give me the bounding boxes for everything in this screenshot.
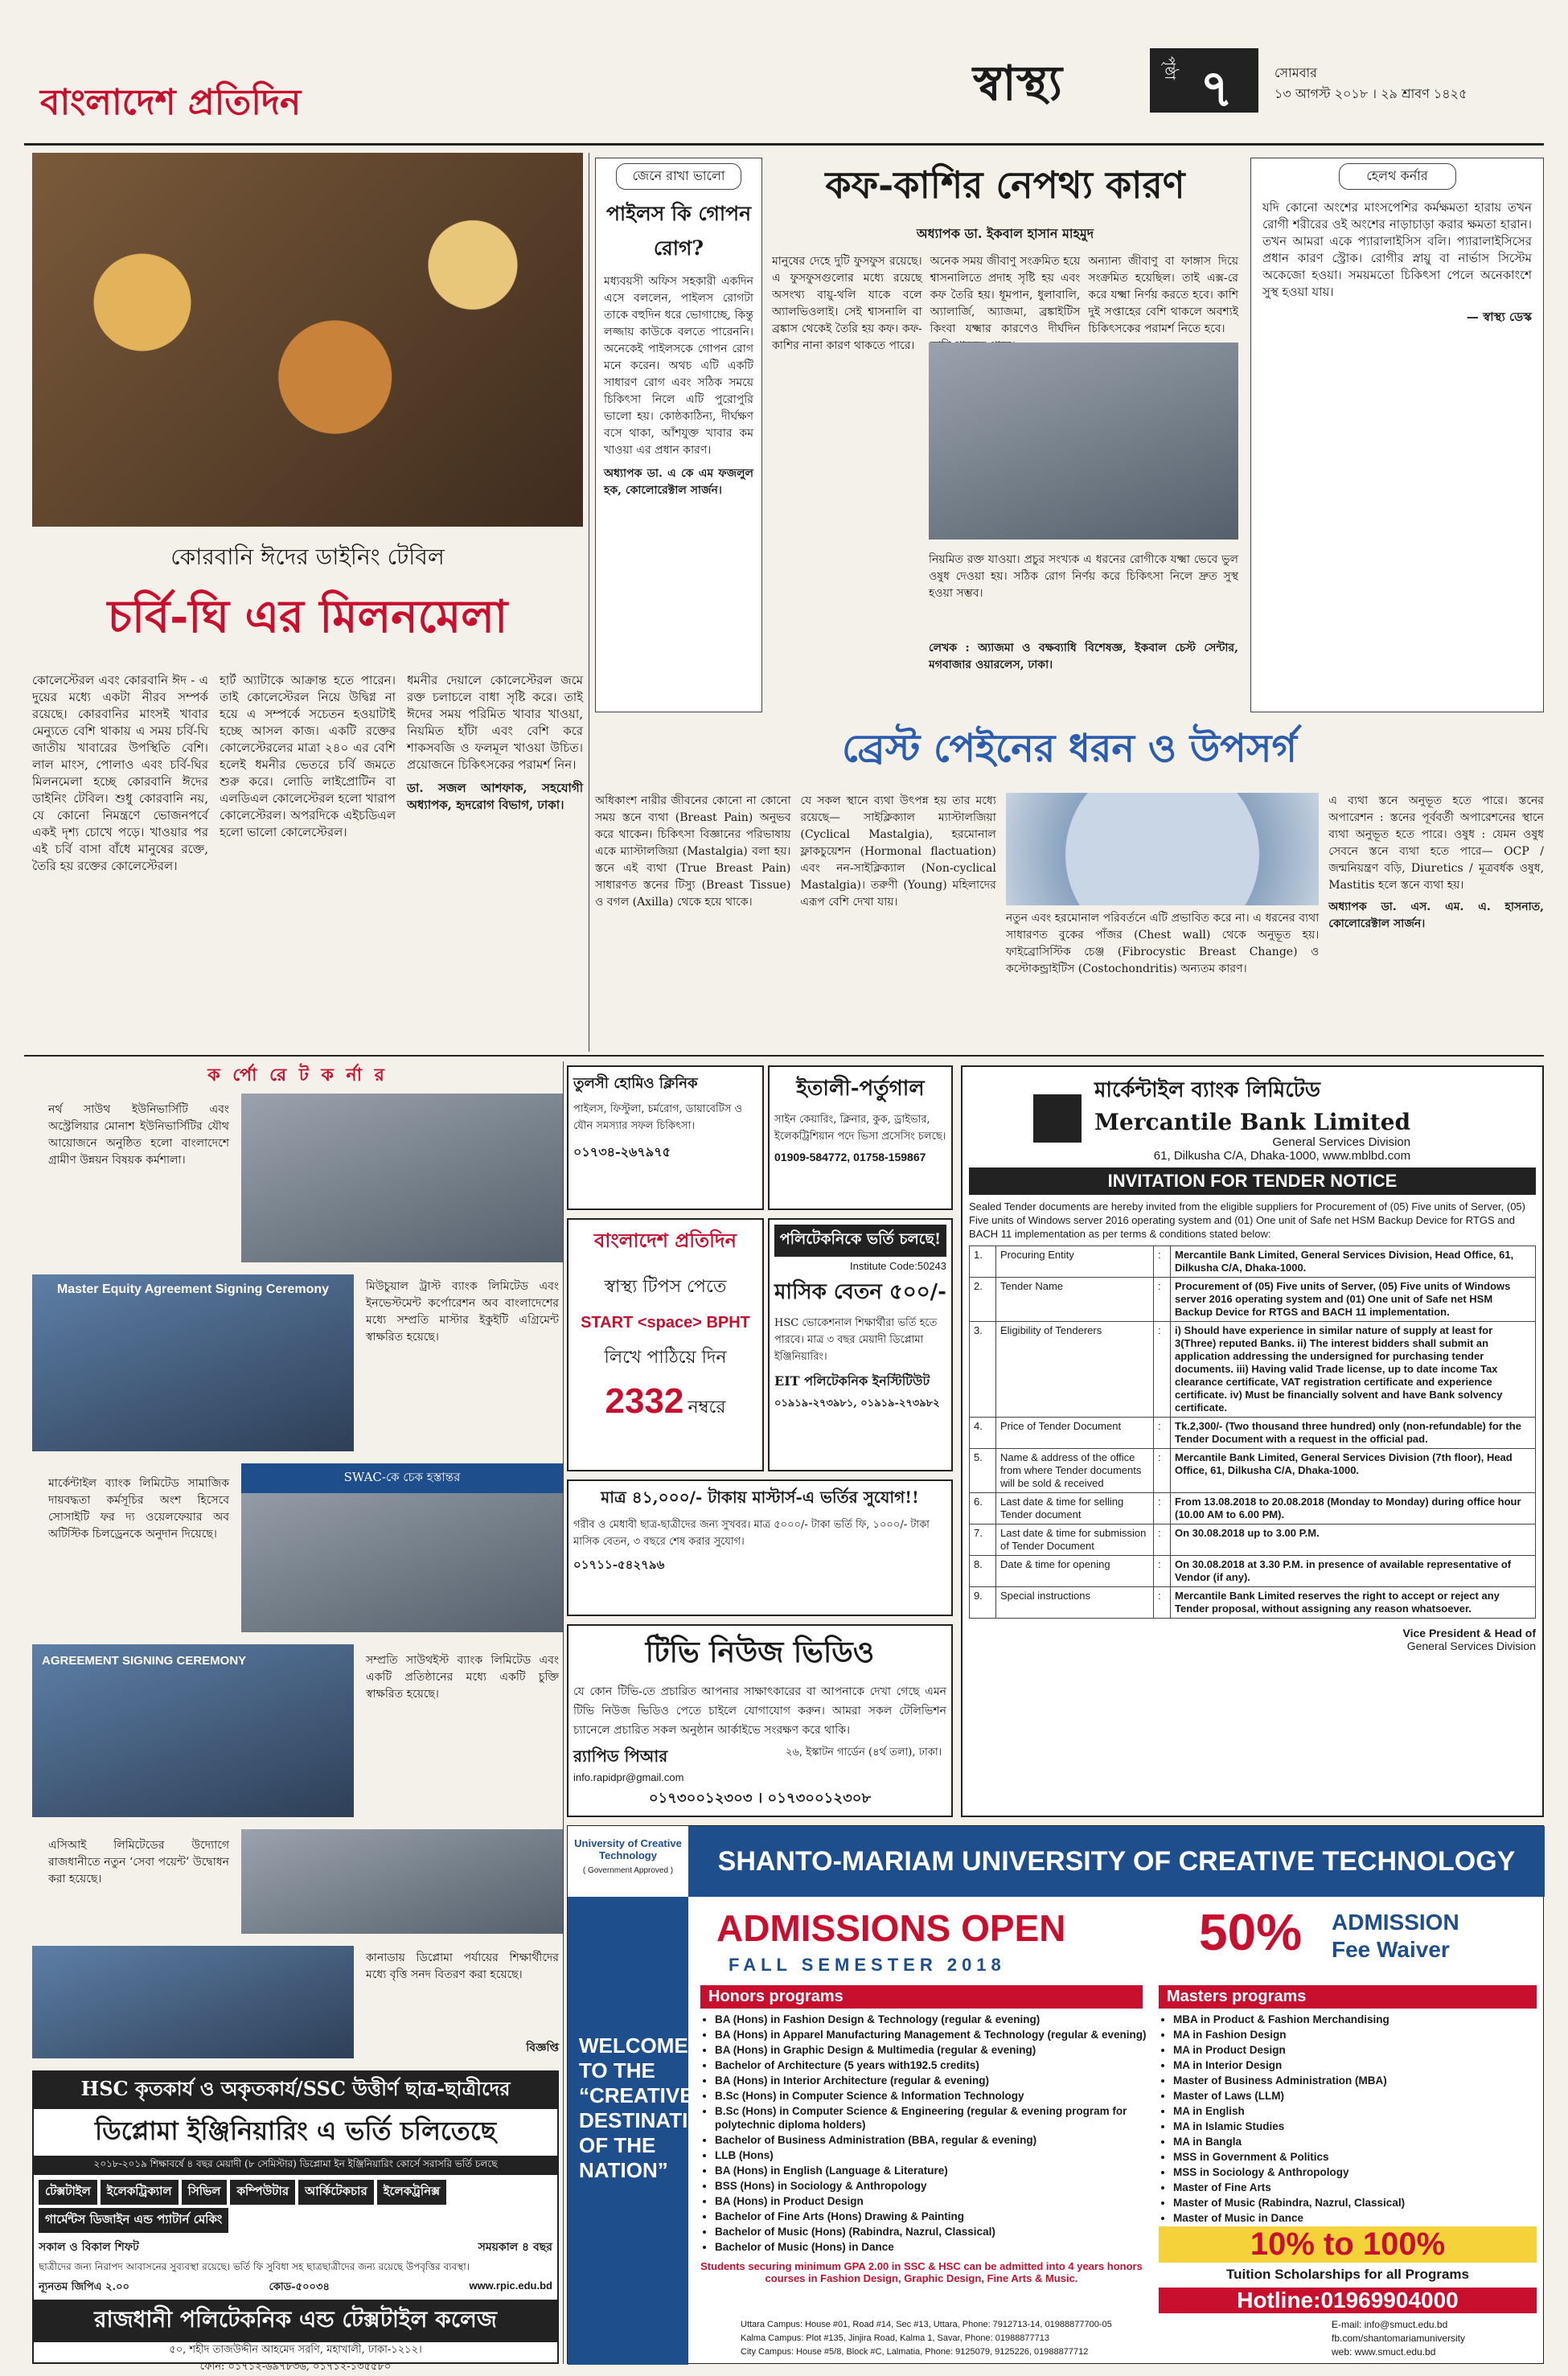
corp-item-5: এসিআই লিমিটেডের উদ্যোগে রাজধানীতে নতুন ‘সেবা পয়েন্ট’ উদ্বোধন করা হয়েছে। [48, 1839, 229, 1886]
admissions-open: ADMISSIONS OPEN [716, 1907, 1066, 1949]
tender-row [970, 1418, 1536, 1449]
sms-suffix: নম্বরে [688, 1397, 726, 1418]
corp-item-2: মিউচুয়াল ট্রাস্ট ব্যাংক লিমিটেড এবং ইনভেস্টমেন্ট কর্পোরেশন অব বাংলাদেশের মধ্যে সম্প্রতি মাস্টার ইকুইটি এগ্রিমেন্ট স্বাক্ষরিত হয়েছে। [366, 1280, 559, 1344]
tulsi-title: তুলসী হোমিও ক্লিনিক [573, 1075, 698, 1092]
campus-1: Uttara Campus: House #01, Road #14, Sec #13, Uttara, Phone: 7912713-14, 01988877700-05 [741, 2320, 1112, 2329]
issue-day: সোমবার [1275, 65, 1317, 80]
tender-row-no: 7. [970, 1524, 996, 1556]
rajdhani-college: রাজধানী পলিটেকনিক এন্ড টেক্সটাইল কলেজ [34, 2300, 557, 2342]
corp-photo-4 [32, 1644, 354, 1817]
corp-photo-2 [32, 1274, 354, 1451]
poly1-institute: EIT পলিটেকনিক ইনস্টিটিউট [774, 1373, 930, 1389]
jene-rakha-headline: পাইলস কি গোপন রোগ? [605, 202, 752, 260]
tender-row-value: On 30.08.2018 at 3.30 P.M. in presence of available representative of Vendor (if any). [1171, 1556, 1536, 1587]
bank-division: General Services Division [1272, 1135, 1411, 1149]
tender-row-no: 6. [970, 1493, 996, 1524]
rajdhani-ad[interactable] [32, 2070, 559, 2373]
corporate-label: ক র্পো রে ট ক র্না র [207, 1065, 388, 1085]
tender-row [970, 1278, 1536, 1322]
jene-rakha-text: মধ্যবয়সী অফিস সহকারী একদিন এসে বললেন, পাইলস রোগটা তাকে বহুদিন ধরে ভোগাচ্ছে, কিন্তু লজ্জায় কাউকে বলতে পারেননি। অনেকেই পাইলসকে গোপন রোগ মনে করেন। অথচ এটি একটি সাধারণ রোগ এবং সঠিক সময়ে চিকিৎসা নিলে এটি পুরোপুরি ভালো হয়। কোষ্ঠকাঠিন্য, দীর্ঘক্ষণ বসে থাকা, আঁশযুক্ত খাবার কম খাওয়া এর প্রধান কারণ। [604, 275, 753, 457]
tender-row-label: Tender Name [996, 1278, 1154, 1322]
rajdhani-duration: সময়কাল ৪ বছর [478, 2241, 552, 2254]
tender-row-sep: : [1154, 1524, 1171, 1556]
sms-number: 2332 [605, 1381, 684, 1421]
poly1-code: Institute Code:50243 [850, 1260, 946, 1272]
corp-item-1: নর্থ সাউথ ইউনিভার্সিটি এবং অস্ট্রেলিয়ার মোনাশ ইউনিভার্সিটির যৌথ আয়োজনে অনুষ্ঠিত হলো বাংলাদেশে গ্রামীণ উন্নয়ন বিষয়ক কর্মশালা। [48, 1103, 229, 1167]
offer-phone[interactable]: ০১৭১১-৫৪২৭৯৬ [573, 1557, 665, 1572]
rajdhani-address: ৫০, শহীদ তাজউদ্দীন আহমেদ সরণি, মহাখালী, ঢাকা-১২১২। [169, 2344, 422, 2356]
breast-col-1: অধিকাংশ নারীর জীবনের কোনো না কোনো সময় স্তনে ব্যথা (Breast Pain) অনুভব করে থাকেন। চিকিৎসা বিজ্ঞানের পরিভাষায় একে ম্যাস্টালজিয়া (Mastalgia) বলা হয়। স্তনে এই ব্যথা (True Breast Pain) সাধারণত স্তনের টিস্যু (Breast Tissue) ও বগল (Axilla) থেকে হয়ে থাকে। [595, 794, 791, 909]
paper-logo[interactable]: বাংলাদেশ প্রতিদিন [40, 82, 302, 123]
tv-title: টিভি নিউজ ভিডিও [645, 1635, 875, 1669]
article-breast [595, 720, 1544, 1049]
tender-row [970, 1524, 1536, 1556]
program-item: • BA (Hons) in English (Language & Literature) [715, 2164, 1157, 2177]
agreement-banner: AGREEMENT SIGNING CEREMONY [42, 1654, 247, 1668]
tender-row-no: 5. [970, 1449, 996, 1493]
program-item: • Bachelor of Music (Hons) (Rabindra, Nazrul, Classical) [715, 2225, 1157, 2239]
cough-author-note: লেখক : অ্যাজমা ও বক্ষব্যাধি বিশেষজ্ঞ, ইকবাল চেস্ট সেন্টার, মগবাজার ওয়ারলেস, ঢাকা। [929, 642, 1238, 671]
program-item: • Bachelor of Fine Arts (Hons) Drawing & Painting [715, 2210, 1157, 2223]
tender-row-label: Eligibility of Tenderers [996, 1322, 1154, 1418]
bank-name-en: Mercantile Bank Limited [1094, 1109, 1411, 1135]
tender-row-value: From 13.08.2018 to 20.08.2018 (Monday to Monday) during office hour (10.00 AM to 6.00 PM). [1171, 1493, 1536, 1524]
article-dining [32, 535, 583, 1049]
jene-rakha-label: জেনে রাখা ভালো [616, 163, 741, 190]
rajdhani-session: ২০১৮-২০১৯ শিক্ষাবর্ষে ৪ বছর মেয়াদী (৮ সেমিস্টার) ডিপ্লোমা ইন ইঞ্জিনিয়ারিং কোর্সে সরাসরি ভর্তি চলছে [34, 2156, 557, 2175]
corp-sign: বিজ্ঞপ্তি [526, 2042, 559, 2054]
tender-row [970, 1449, 1536, 1493]
masters-title: Masters programs [1159, 1985, 1537, 2009]
poly1-text: HSC ভোকেশনাল শিক্ষার্থীরা ভর্তি হতে পারবে। মাত্র ৩ বছর মেয়াদী ডিপ্লোমা ইঞ্জিনিয়ারিং। [774, 1317, 938, 1363]
tender-row-no: 1. [970, 1246, 996, 1278]
bank-address: 61, Dilkusha C/A, Dhaka-1000, www.mblbd.com [1153, 1149, 1411, 1163]
tech-grid [34, 2175, 557, 2238]
tender-row-value: On 30.08.2018 up to 3.00 P.M. [1171, 1524, 1536, 1556]
tender-row-no: 9. [970, 1587, 996, 1619]
masthead [24, 23, 1544, 143]
breast-byline: অধ্যাপক ডা. এস. এম. এ. হাসনাত, কোলোরেক্টাল সার্জন। [1328, 901, 1545, 930]
bank-logo-icon [1033, 1094, 1082, 1143]
honors-title: Honors programs [700, 1985, 1143, 2009]
health-corner-box [1250, 158, 1544, 712]
smuct-title: SHANTO-MARIAM UNIVERSITY OF CREATIVE TECHNOLOGY [688, 1826, 1545, 1897]
italy-title: ইতালী-পর্তুগাল [796, 1077, 925, 1101]
smuct-web[interactable]: web: www.smuct.edu.bd [1332, 2346, 1436, 2358]
issue-date: ১৩ আগস্ট ২০১৮ । ২৯ শ্রাবণ ১৪২৫ [1275, 86, 1467, 101]
italy-text: সাইন কেয়ারিং, ক্লিনার, কুক, ড্রাইভার, ইলেকট্রিশিয়ান পদে ভিসা প্রসেসিং চলছে। [774, 1114, 946, 1143]
program-item: • BSS (Hons) in Sociology & Anthropology [715, 2179, 1157, 2193]
dining-byline: ডা. সজল আশফাক, সহযোগী অধ্যাপক, হৃদরোগ বিভাগ, ঢাকা। [407, 781, 583, 812]
dining-kicker: কোরবানি ঈদের ডাইনিং টেবিল [170, 544, 445, 570]
waiver-line-2: Fee Waiver [1332, 1937, 1450, 1962]
program-item: • Master of Business Administration (MBA) [1173, 2074, 1551, 2087]
tender-row-label: Last date & time for submission of Tender Document [996, 1524, 1154, 1556]
page-number: ৭ [1200, 59, 1233, 119]
tender-row [970, 1322, 1536, 1418]
masters-list [1159, 2013, 1551, 2226]
tender-row-label: Procuring Entity [996, 1246, 1154, 1278]
tech-item: ইলেকট্রিক্যাল [101, 2180, 179, 2205]
tender-row [970, 1587, 1536, 1619]
program-item: • Bachelor of Architecture (5 years with192.5 credits) [715, 2058, 1157, 2072]
tender-row-value: Mercantile Bank Limited, General Services Division, Head Office, 61, Dilkusha C/A, Dhaka-1000. [1171, 1246, 1536, 1278]
tender-row-sep: : [1154, 1449, 1171, 1493]
sms-line-2: লিখে পাঠিয়ে দিন [604, 1348, 727, 1368]
tender-row-sep: : [1154, 1322, 1171, 1418]
tender-row-no: 4. [970, 1418, 996, 1449]
bank-name-bn: মার্কেন্টাইল ব্যাংক লিমিটেড [1094, 1078, 1320, 1102]
program-item: • B.Sc (Hons) in Computer Science & Engineering (regular & evening program for polytechnic diploma holders) [715, 2104, 1157, 2132]
poly1-phone[interactable]: ০১৯১৯-২৭৩৯৮১, ০১৯১৯-২৭৩৯৮২ [774, 1397, 940, 1410]
tv-phone[interactable]: ০১৭৩০০১২৩০৩ । ০১৭৩০০১২৩০৮ [648, 1790, 872, 1807]
cough-col-3: অন্যান্য জীবাণু বা ফাঙ্গাস দিয়ে সংক্রমিত হয়েছিল। তাই এক্স-রে করে যক্ষ্মা নির্ণয় করতে হবে। কাশি দুই সপ্তাহের বেশি থাকলে অবশ্যই চিকিৎসকের পরামর্শ নিতে হবে। [1088, 255, 1239, 335]
corp-photo-6 [32, 1946, 354, 2058]
breast-col-3: নতুন এবং হরমোনাল পরিবর্তনে এটি প্রভাবিত করে না। এ ধরনের ব্যথা সাধারণত বুকের পাঁজর (Chest wall) থেকে অনুভূত হয়। ফাইব্রোসিস্টিক চেঞ্জ (Fibrocystic Breast Change) ও কস্টোকন্ড্রাইটিস (Costochondritis) অন্যতম কারণ। [1005, 912, 1320, 975]
corporate-corner [32, 1061, 563, 2062]
tender-row-value: Tk.2,300/- (Two thousand three hundred) only (non-refundable) for the Tender Document with a request in the official pad. [1171, 1418, 1536, 1449]
tender-row-label: Name & address of the office from where Tender documents will be sold & received [996, 1449, 1154, 1493]
tech-item: কম্পিউটার [230, 2180, 295, 2205]
smuct-contacts [1332, 2318, 1537, 2359]
campus-3: City Campus: House #5/8, Block #C, Lalmatia, Phone: 9125079, 9125226, 01988877712 [741, 2347, 1089, 2357]
tender-row-sep: : [1154, 1418, 1171, 1449]
rajdhani-web[interactable]: www.rpic.edu.bd [469, 2280, 552, 2292]
program-item: • BA (Hons) in Graphic Design & Multimedia (regular & evening) [715, 2043, 1157, 2057]
smuct-campuses [741, 2318, 1159, 2359]
page-number-box [1150, 48, 1258, 119]
scholarship-big: 10% to 100% [1159, 2226, 1537, 2263]
offer-text: গরীব ও মেধাবী ছাত্র-ছাত্রীদের জন্য সুখবর। মাত্র ৫০০০/- টাকা ভর্তি ফি, ১০০০/- টাকা মাসিক বেতন, ৩ বছরে শেষ করার সুযোগ। [573, 1519, 930, 1548]
ad-tulsi[interactable] [567, 1065, 764, 1210]
page-label: পৃষ্ঠা [1161, 56, 1178, 80]
tender-sign-2: General Services Division [1406, 1639, 1536, 1652]
poly1-title: পলিটেকনিকে ভর্তি চলছে! [774, 1225, 946, 1257]
program-item: • MA in Product Design [1173, 2043, 1551, 2057]
stethoscope-photo [1006, 793, 1319, 905]
program-item: • Bachelor of Music (Hons) in Dance [715, 2240, 1157, 2254]
tv-text: যে কোন টিভি-তে প্রচারিত আপনার সাক্ষাৎকারের বা আপনাকে দেখা গেছে এমন টিভি নিউজ ভিডিও পেতে চাইলে যোগাযোগ করুন। আমরা সকল টেলিভিশন চ্যানেলে প্রচারিত সকল অনুষ্ঠান আর্কাইভে সংরক্ষণ করে থাকি। [573, 1685, 946, 1737]
food-photo [32, 153, 583, 527]
dining-col-1: কোলেস্টেরল এবং কোরবানি ঈদ - এ দুয়ের মধ্যে একটা নীরব সম্পর্ক রয়েছে। কোরবানির মাংসই খাবার মেন্যুতে বেশি থাকায় এ সময় চর্বি-ঘি জাতীয় খাবারের উপস্থিতি বেশি। লাল মাংস, পোলাও এবং চর্বি-ঘির মিলনমেলা হচ্ছে কোরবানি ঈদের ডাইনিং টেবিল। শুধু কোরবানি নয়, যে কোনো নিমন্ত্রণে ভোজনপর্বে একই দৃশ্য চোখে পড়ে। খাওয়ার পর এই চর্বি বাসা বাঁধে মানুষের রক্তে, তৈরি হয় রক্তের কোলেস্টেরল। [32, 673, 208, 873]
tender-row-no: 8. [970, 1556, 996, 1587]
program-item: • Bachelor of Business Administration (BBA, regular & evening) [715, 2133, 1157, 2147]
tender-row-sep: : [1154, 1246, 1171, 1278]
cough-byline: অধ্যাপক ডা. ইকবাল হাসান মাহমুদ [916, 226, 1094, 241]
tender-row-value: Mercantile Bank Limited reserves the right to accept or reject any Tender proposal, without assigning any reason whatsoever. [1171, 1587, 1536, 1619]
ad-masters-offer[interactable] [567, 1479, 953, 1616]
smuct-ad[interactable] [567, 1825, 1544, 2364]
tender-row-label: Special instructions [996, 1587, 1154, 1619]
jene-rakha-box [595, 158, 762, 712]
cough-headline: কফ-কাশির নেপথ্য কারণ [825, 163, 1185, 207]
scholarship-small: Tuition Scholarships for all Programs [1226, 2267, 1469, 2282]
tender-notice[interactable] [961, 1065, 1544, 1817]
tender-table [969, 1245, 1536, 1619]
corp-photo-5 [241, 1829, 563, 1934]
cough-col-4: নিয়মিত রক্ত যাওয়া। প্রচুর সংখ্যক এ ধরনের রোগীকে যক্ষ্মা ভেবে ভুল ওষুধ দেওয়া হয়। সঠিক রোগ নির্ণয় করে চিকিৎসা নিলে দ্রুত সুস্থ হওয়া সম্ভব। [929, 553, 1238, 600]
tender-row-sep: : [1154, 1587, 1171, 1619]
tender-row-no: 2. [970, 1278, 996, 1322]
ad-bp-sms[interactable] [567, 1218, 764, 1471]
mid-rule [24, 1055, 1544, 1057]
italy-phone[interactable]: 01909-584772, 01758-159867 [774, 1151, 926, 1163]
tender-row [970, 1493, 1536, 1524]
program-item: • MA in Interior Design [1173, 2058, 1551, 2072]
program-item: • Master of Music in Dance [1173, 2211, 1551, 2225]
rajdhani-phone[interactable]: ফোন: ০১৭১২-৬৯৭৮৩৬, ০১৭১২-১৩৫৫৮০ [199, 2361, 392, 2373]
tender-row-sep: : [1154, 1493, 1171, 1524]
sms-paper: বাংলাদেশ প্রতিদিন [594, 1229, 737, 1252]
rajdhani-headline: HSC কৃতকার্য ও অকৃতকার্য/SSC উত্তীর্ণ ছাত্র-ছাত্রীদের [34, 2072, 557, 2109]
tender-row-label: Last date & time for selling Tender document [996, 1493, 1154, 1524]
waiver-line-1: ADMISSION [1332, 1910, 1459, 1935]
smuct-email[interactable]: E-mail: info@smuct.edu.bd [1332, 2319, 1448, 2330]
smuct-hotline[interactable]: Hotline:01969904000 [1159, 2288, 1537, 2313]
program-item: • Master of Laws (LLM) [1173, 2089, 1551, 2103]
tender-row-value: i) Should have experience in similar nature of supply at least for 3(Three) reputed Banks. ii) The interest bidders shall submit an application addressing the undersigned for purchasing tender documents. iii) Having valid Trade license, up to date income Tax clearance certificate, VAT registration certificate and experience certificate. iv) Must be financially solvent and have Bank solvency certificate. [1171, 1322, 1536, 1418]
campus-2: Kalma Campus: Plot #135, Jinjira Road, Kalma 1, Savar, Phone: 01988877713 [741, 2333, 1050, 2343]
program-item: • MBA in Product & Fashion Merchandising [1173, 2013, 1551, 2026]
tender-row-sep: : [1154, 1556, 1171, 1587]
ad-poly-1[interactable] [768, 1218, 953, 1471]
rajdhani-shift: সকাল ও বিকাল শিফট [39, 2241, 139, 2254]
smuct-approved: ( Government Approved ) [582, 1866, 674, 1875]
tender-row-value: Procurement of (05) Five units of Server, (05) Five units of Windows server 2016 operating system and (01) One unit of Safe net HSM Backup Device for RTGS and BACH 11 implementation. [1171, 1278, 1536, 1322]
swac-banner: SWAC-কে চেক হস্তান্তর [241, 1463, 563, 1493]
rajdhani-sub: ডিপ্লোমা ইঞ্জিনিয়ারিং এ ভর্তি চলিতেছে [94, 2115, 497, 2146]
program-item: • Master of Fine Arts [1173, 2181, 1551, 2194]
cough-col-1: মানুষের দেহে দুটি ফুসফুস রয়েছে। এ ফুসফুসগুলোর মধ্যে রয়েছে অসংখ্য বায়ু-থলি যাকে বলে অ্যালভিওলাই। সেই শ্বাসনালি বা ব্রঙ্কাস থেকেই তৈরি হয় কফ। কফ-কাশির নানা কারণ থাকতে পারে। [772, 255, 922, 352]
program-item: • MA in Islamic Studies [1173, 2120, 1551, 2133]
tv-address: ২৬, ইস্কাটন গার্ডেন (৪র্থ তলা), ঢাকা। [786, 1746, 942, 1758]
smuct-note: Students securing minimum GPA 2.00 in SSC & HSC can be admitted into 4 years honors courses in Fashion Design, Graphic Design, Fine Arts & Music. [700, 2260, 1143, 2284]
master-banner: Master Equity Agreement Signing Ceremony [56, 1282, 330, 1296]
dining-col-2: হার্ট অ্যাটাকে আক্রান্ত হতে পারেন। তাই কোলেস্টেরল নিয়ে উদ্বিগ্ন না হয়ে এ সম্পর্কে সচেতন হওয়াটাই হচ্ছে আসল কাজ। একটি রক্তের কোলেস্টেরলের মাত্রা ২৪০ এর বেশি হলেই ধমনীর ভেতরে চর্বি জমতে শুরু করে। লোডি লাইপ্রোটিন বা এলডিএল কোলেস্টেরল হলো খারাপ কোলেস্টেরল। অপরদিকে এইচডিএল হলো ভালো কোলেস্টেরল। [220, 673, 396, 839]
tender-intro: Sealed Tender documents are hereby invited from the eligible suppliers for Procurement of (05) Five units of Server, (05) Five units of Windows server 2016 operating system and (01) One unit of Safe net HSM Backup Device for RTGS and BACH 11 implementation as per terms & conditions stated below: [969, 1200, 1525, 1240]
tender-row [970, 1556, 1536, 1587]
health-corner-text: যদি কোনো অংশের মাংসপেশির কর্মক্ষমতা হারায় তখন রোগী শরীরের ওই অংশের নাড়াচাড়া করার ক্ষমতা হারান। তখন আমরা একে প্যারালাইসিস বলি। প্যারালাইসিসের প্রধান কারণ স্ট্রোক। রোগীর স্নায়ু বা নার্ভাস সিস্টেম অকেজো হওয়া। সময়মতো চিকিৎসা পেলে অনেকাংশে সুস্থ হওয়া যায়। [1262, 200, 1532, 299]
program-item: • BA (Hons) in Interior Architecture (regular & evening) [715, 2074, 1157, 2087]
program-item: • BA (Hons) in Product Design [715, 2194, 1157, 2208]
ad-tv-news[interactable] [567, 1624, 953, 1817]
program-item: • MSS in Government & Politics [1173, 2150, 1551, 2164]
poly1-fee: মাসিক বেতন ৫০০/- [774, 1280, 946, 1304]
health-corner-sign: — স্বাস্থ্য ডেস্ক [1466, 310, 1532, 324]
smuct-logo [568, 1826, 688, 1897]
program-item: • Master of Music (Rabindra, Nazrul, Classical) [1173, 2196, 1551, 2210]
program-item: • BA (Hons) in Apparel Manufacturing Management & Technology (regular & evening) [715, 2028, 1157, 2042]
sms-line-1: স্বাস্থ্য টিপস পেতে [604, 1277, 727, 1297]
ad-italy[interactable] [768, 1065, 953, 1210]
breast-col-2: যে সকল স্থানে ব্যথা উৎপন্ন হয় তার মধ্যে রয়েছে— সাইক্লিক্যাল ম্যাস্টালজিয়া (Cyclical Mastalgia), হরমোনাল ফ্লাকচুয়েশন (Hormonal flactuation) এবং নন-সাইক্লিক্যাল (Non-cyclical Mastalgia)। তরুণী (Young) মহিলাদের এরূপ বেশি দেখা যায়। [800, 794, 996, 909]
tender-row-sep: : [1154, 1278, 1171, 1322]
article-cough [772, 158, 1238, 712]
tender-sign-1: Vice President & Head of [1402, 1627, 1536, 1639]
offer-title: মাত্র ৪১,০০০/- টাকায় মাস্টার্স-এ ভর্তির সুযোগ!! [601, 1488, 919, 1507]
corp-photo-3 [241, 1463, 563, 1632]
tender-row-value: Mercantile Bank Limited, General Services Division (7th floor), Head Office, 61, Dilkusha C/A, Dhaka-1000. [1171, 1449, 1536, 1493]
waiver-pct: 50% [1199, 1903, 1303, 1961]
smuct-logo-text: University of Creative Technology [574, 1837, 682, 1861]
health-corner-label: হেলথ কর্নার [1339, 163, 1456, 190]
rajdhani-code: কোড-৫০০৩৪ [269, 2281, 330, 2293]
tender-row-label: Price of Tender Document [996, 1418, 1154, 1449]
smuct-fb[interactable]: fb.com/shantomariamuniversity [1332, 2333, 1466, 2344]
program-item: • MA in Bangla [1173, 2135, 1551, 2148]
breast-col-4: এ ব্যথা স্তনে অনুভূত হতে পারে। স্তনের অপারেশন : স্তনের পূর্ববর্তী অপারেশনের স্থানে ব্যথা অনুভূত হতে পারে। ওষুধ : যেমন ওষুধ সেবনে স্তনে ব্যথা হতে পারে— OCP / জন্মনিয়ন্ত্রণ বড়ি, Diuretics / মূত্রবর্ধক ওষুধ, Mastitis হলে স্তনে ব্যথা হয়। [1328, 794, 1545, 892]
breast-headline: ব্রেস্ট পেইনের ধরন ও উপসর্গ [842, 726, 1297, 771]
tulsi-text: পাইলস, ফিস্টুলা, চর্মরোগ, ডায়াবেটিস ও যৌন সমস্যার সফল চিকিৎসা। [573, 1103, 743, 1132]
program-item: • BA (Hons) in Fashion Design & Technology (regular & evening) [715, 2013, 1157, 2026]
tech-item: টেক্সটাইল [39, 2180, 97, 2205]
sms-start: START <space> BPHT [581, 1314, 750, 1332]
program-item: • LLB (Hons) [715, 2148, 1157, 2162]
tech-item: গার্মেন্টস ডিজাইন এন্ড প্যাটার্ন মেকিং [39, 2208, 228, 2233]
jene-rakha-byline: অধ্যাপক ডা. এ কে এম ফজলুল হক, কোলোরেক্টাল সার্জন। [604, 467, 753, 497]
corp-photo-1 [241, 1094, 563, 1262]
rajdhani-text: ছাত্রীদের জন্য নিরাপদ আবাসনের সুব্যবস্থা রয়েছে। ভর্তি ফি সুবিধা সহ ছাত্রছাত্রীদের জন্য রয়েছে উপবৃত্তির ব্যবস্থা। [39, 2261, 470, 2272]
tv-company: র‍্যাপিড পিআর [573, 1746, 668, 1766]
tender-row-label: Date & time for opening [996, 1556, 1154, 1587]
tech-item: সিভিল [182, 2180, 228, 2205]
dining-col-3: ধমনীর দেয়ালে কোলেস্টেরল জমে রক্ত চলাচলে বাধা সৃষ্টি করে। তাই ঈদের সময় পরিমিত খাবার খাওয়া, নিয়মিত হাঁটা এবং বেশি করে শাকসবজি ও ফলমূল খাওয়া উচিত। প্রয়োজনে চিকিৎসকের পরামর্শ নিন। [407, 673, 583, 772]
masthead-rule [24, 143, 1544, 146]
honors-list [700, 2013, 1157, 2255]
tech-item: ইলেকট্রনিক্স [377, 2180, 446, 2205]
cough-col-2: অনেক সময় জীবাণু সংক্রমিত হয়ে শ্বাসনালিতে প্রদাহ সৃষ্টি হয় এবং কফ তৈরি হয়। ধূমপান, ধুলাবালি, অ্যালার্জি, অ্যাজমা, ব্রঙ্কাইটিস কিংবা যক্ষ্মার কারণেও দীর্ঘদিন [930, 255, 1081, 335]
tulsi-phone[interactable]: ০১৭৩৪-২৬৭৯৭৫ [573, 1144, 671, 1159]
corp-item-3: মার্কেন্টাইল ব্যাংক লিমিটেড সামাজিক দায়বদ্ধতা কর্মসূচির অংশ হিসেবে সোসাইটি ফর দ্য ওয়েলফেয়ার অব অটিস্টিক চিলড্রেনকে অনুদান দিয়েছে। [48, 1477, 229, 1541]
dining-headline: চর্বি-ঘি এর মিলনমেলা [107, 590, 508, 643]
program-item: • B.Sc (Hons) in Computer Science & Information Technology [715, 2089, 1157, 2103]
program-item: • MA in Fashion Design [1173, 2028, 1551, 2042]
tender-title: INVITATION FOR TENDER NOTICE [969, 1167, 1536, 1195]
section-title: স্বাস্থ্য [973, 55, 1063, 112]
tender-row [970, 1246, 1536, 1278]
smuct-welcome: WELCOME TO THE “CREATIVE DESTINATION OF THE NATION” [568, 1897, 688, 2365]
tender-row-no: 3. [970, 1322, 996, 1418]
program-item: • MSS in Sociology & Anthropology [1173, 2165, 1551, 2179]
corp-item-4: সম্প্রতি সাউথইস্ট ব্যাংক লিমিটেড এবং একটি প্রতিষ্ঠানের মধ্যে একটি চুক্তি স্বাক্ষরিত হয়েছে। [366, 1654, 559, 1701]
tech-item: আর্কিটেকচার [298, 2180, 374, 2205]
rajdhani-gpa: ন্যূনতম জিপিএ ২.০০ [39, 2281, 129, 2293]
program-item: • MA in English [1173, 2104, 1551, 2118]
col-rule-2 [563, 1061, 564, 2364]
tv-email[interactable]: info.rapidpr@gmail.com [573, 1771, 684, 1783]
admissions-semester: FALL SEMESTER 2018 [729, 1955, 1006, 1975]
corp-item-6: কানাডায় ডিপ্লোমা পর্যায়ের শিক্ষার্থীদের মধ্যে বৃত্তি সনদ বিতরণ করা হয়েছে। [366, 1951, 559, 1981]
cough-photo [929, 343, 1238, 540]
